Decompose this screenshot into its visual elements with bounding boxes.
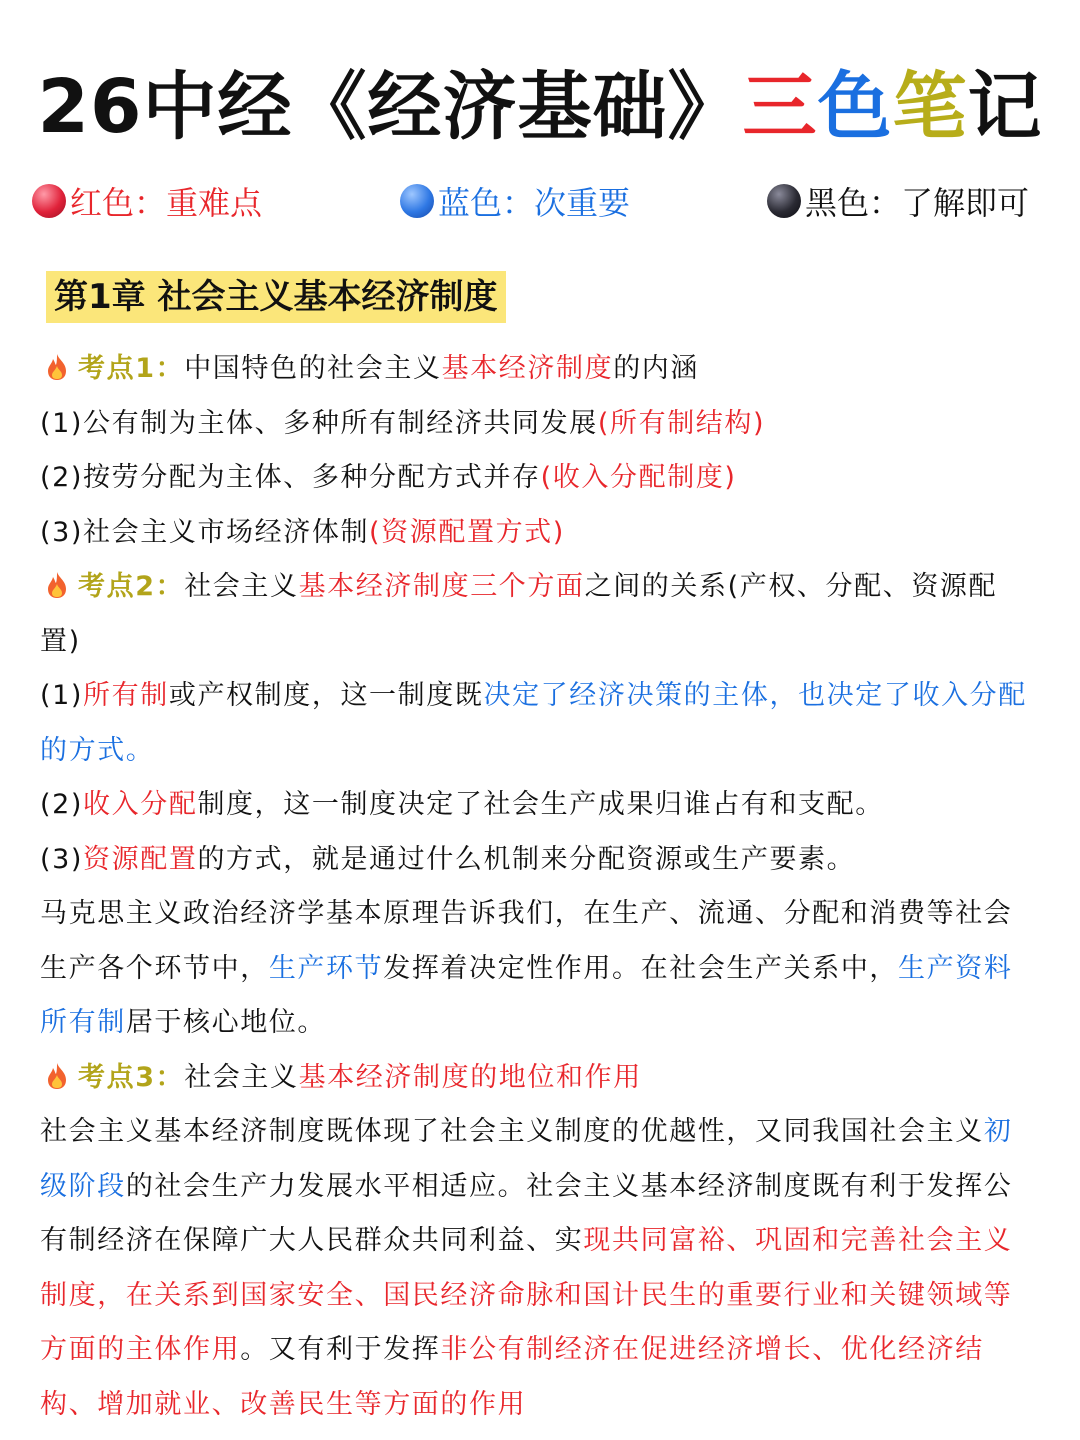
title-char-red: 三 bbox=[742, 64, 818, 150]
title-char-blue: 色 bbox=[817, 64, 893, 150]
legend-red bbox=[32, 178, 262, 224]
list-item: (3)社会主义市场经济体制(资源配置方式) bbox=[40, 516, 565, 548]
text-line: 社会主义基本经济制度既体现了社会主义制度的优越性，又同我国社会主义初 bbox=[40, 1116, 1013, 1147]
legend-blue-label: 蓝色：次重要 bbox=[438, 184, 631, 222]
legend-black-label: 黑色：了解即可 bbox=[805, 184, 1030, 222]
text-line: 方面的主体作用。又有利于发挥非公有制经济在促进经济增长、优化经济结 bbox=[40, 1334, 984, 1365]
text-line: 生产各个环节中，生产环节发挥着决定性作用。在社会生产关系中，生产资料 bbox=[40, 952, 1013, 984]
legend-blue bbox=[400, 178, 630, 224]
text-line: 置) bbox=[40, 625, 81, 657]
legend-red-label: 红色：重难点 bbox=[70, 184, 263, 222]
point-1-heading: 考点1：中国特色的社会主义基本经济制度的内涵 bbox=[40, 342, 1045, 397]
text-line: 级阶段的社会生产力发展水平相适应。社会主义基本经济制度既有利于发挥公 bbox=[40, 1170, 1013, 1202]
text-line: 有制经济在保障广大人民群众共同利益、实现共同富裕、巩固和完善社会主义 bbox=[40, 1225, 1013, 1256]
list-item: (1)公有制为主体、多种所有制经济共同发展(所有制结构) bbox=[40, 407, 766, 439]
fire-icon bbox=[46, 1062, 68, 1090]
black-dot-icon bbox=[767, 184, 801, 218]
text-line: 所有制居于核心地位。 bbox=[40, 1007, 327, 1038]
list-item: (2)收入分配制度，这一制度决定了社会生产成果归谁占有和支配。 bbox=[40, 789, 884, 820]
text-line: 的方式。 bbox=[40, 734, 155, 766]
page-title: 26中经《经济基础》三色笔记 bbox=[37, 64, 1043, 150]
chapter-heading: 第1章 社会主义基本经济制度 bbox=[46, 271, 506, 323]
point-2-heading: 考点2：社会主义基本经济制度三个方面之间的关系(产权、分配、资源配 bbox=[40, 560, 1045, 615]
fire-icon bbox=[46, 571, 68, 599]
blue-dot-icon bbox=[400, 184, 434, 218]
list-item: (2)按劳分配为主体、多种分配方式并存(收入分配制度) bbox=[40, 462, 737, 493]
notes-body bbox=[40, 342, 1045, 1432]
title-char-olive: 笔 bbox=[892, 64, 968, 150]
point-3-heading: 考点3：社会主义基本经济制度的地位和作用 bbox=[40, 1051, 1045, 1106]
red-dot-icon bbox=[32, 184, 66, 218]
text-line: 构、增加就业、改善民生等方面的作用 bbox=[40, 1388, 527, 1420]
fire-icon bbox=[46, 353, 68, 381]
list-item: (3)资源配置的方式，就是通过什么机制来分配资源或生产要素。 bbox=[40, 843, 856, 875]
text-line: 马克思主义政治经济学基本原理告诉我们，在生产、流通、分配和消费等社会 bbox=[40, 898, 1013, 929]
text-line: 制度，在关系到国家安全、国民经济命脉和国计民生的重要行业和关键领域等 bbox=[40, 1279, 1013, 1311]
title-char-black: 记 bbox=[967, 64, 1043, 150]
list-item: (1)所有制或产权制度，这一制度既决定了经济决策的主体，也决定了收入分配 bbox=[40, 680, 1027, 711]
legend-black bbox=[767, 178, 1029, 224]
